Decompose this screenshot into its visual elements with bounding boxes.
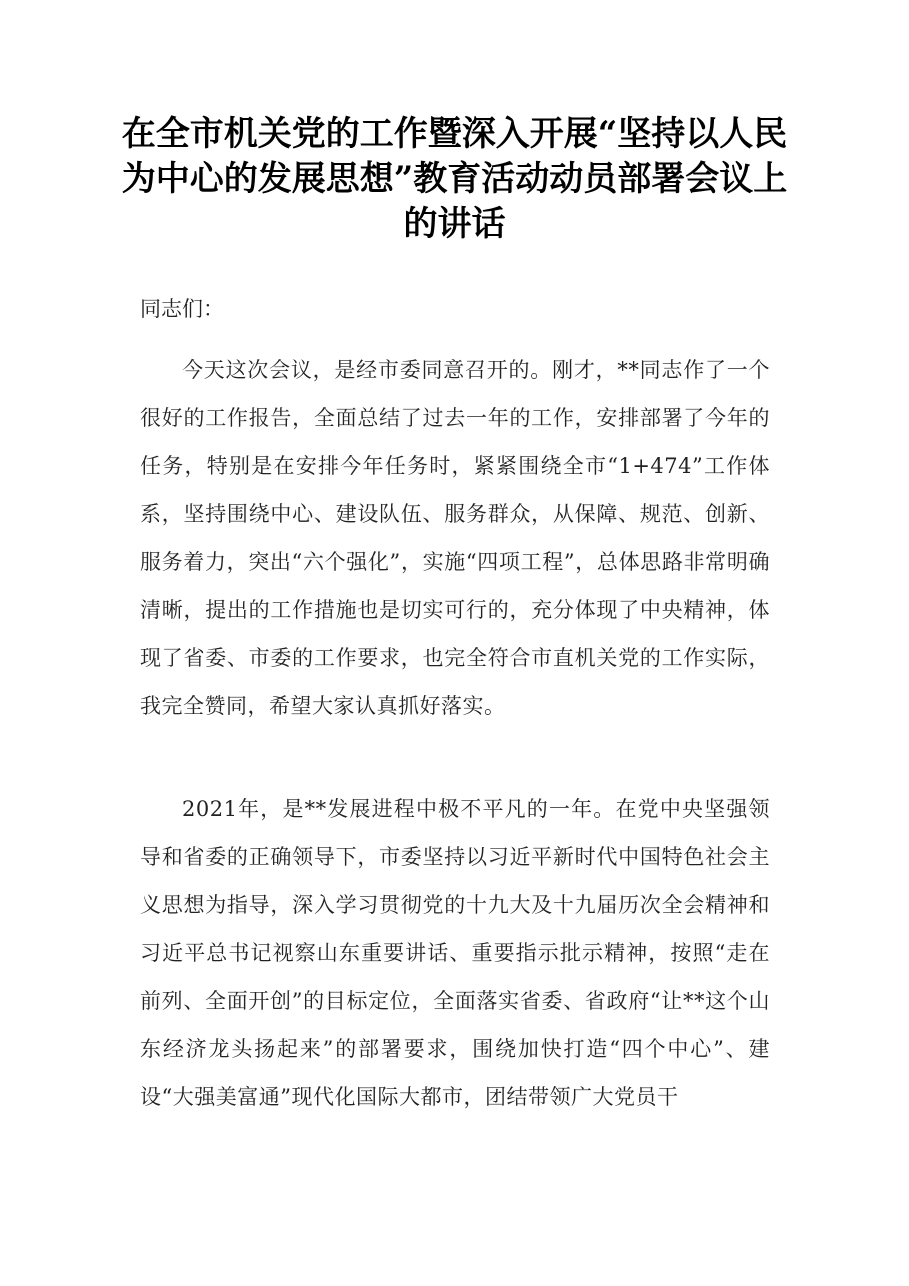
document-title: 在全市机关党的工作暨深入开展“坚持以人民为中心的发展思想”教育活动动员部署会议上的讲话 bbox=[121, 114, 788, 244]
salutation: 同志们： bbox=[140, 297, 224, 321]
paragraph-1: 今天这次会议，是经市委同意召开的。刚才，**同志作了一个很好的工作报告，全面总结了过去一年的工作，安排部署了今年的任务，特别是在安排今年任务时，紧紧围绕全市“1+474”工作体系，坚持围绕中心、建设队伍、服务群众，从保障、规范、创新、服务着力，突出“六个强化”，实施“四项工程”，总体思路非常明确清晰，提出的工作措施也是切实可行的，充分体现了中央精神，体现了省委、市委的工作要求，也完全符合市直机关党的工作实际，我完全赞同，希望大家认真抓好落实。 bbox=[140, 358, 770, 718]
paragraph-2: 2021年，是**发展进程中极不平凡的一年。在党中央坚强领导和省委的正确领导下，市委坚持以习近平新时代中国特色社会主义思想为指导，深入学习贯彻党的十九大及十九届历次全会精神和习近平总书记视察山东重要讲话、重要指示批示精神，按照“走在前列、全面开创”的目标定位，全面落实省委、省政府“让**这个山东经济龙头扬起来”的部署要求，围绕加快打造“四个中心”、建设“大强美富通”现代化国际大都市，团结带领广大党员干 bbox=[140, 797, 770, 1109]
